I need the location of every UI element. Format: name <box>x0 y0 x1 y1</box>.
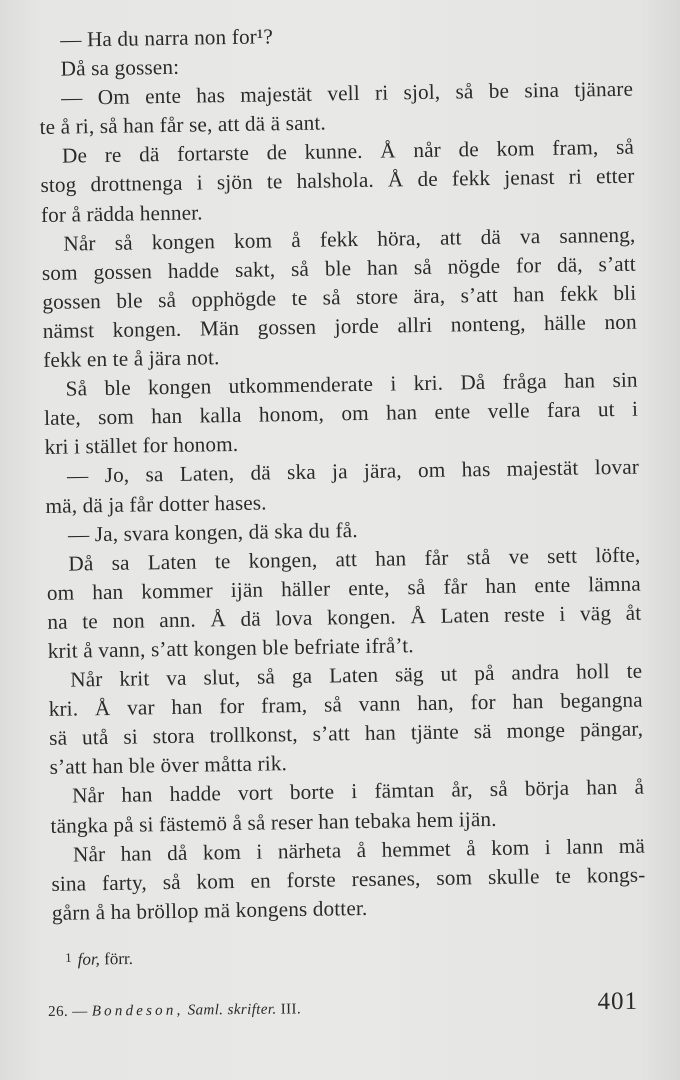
body-text <box>38 17 646 928</box>
page-number: 401 <box>597 987 639 1016</box>
text-line: Då sa Laten te kongen, att han får stå ve sett löfte, <box>68 542 641 576</box>
text-line: Når krit va slut, så ga Laten säg ut på andra holl te <box>70 658 643 692</box>
text-line: Når han hadde vort borte i fämtan år, så börja han å <box>71 775 645 808</box>
text-line: — Jo, sa Laten, dä ska ja jära, om has majestät lovar <box>66 455 640 489</box>
text-line: — Ja, svara kongen, dä ska du få. <box>67 517 358 547</box>
text-line: Så ble kongen utkommenderate i kri. Då fråga han sin <box>65 367 638 401</box>
text-line: De re dä fortarste de kunne. Å når de kom fram, så <box>61 135 635 169</box>
text-line: Då sa gossen: <box>60 54 180 81</box>
signature-number: 26. — <box>48 1003 88 1020</box>
text-line: — Ha du narra non for¹? <box>60 24 274 52</box>
text-line: gossen ble så opphögde te så store ära, s’att han fekk bli <box>42 280 637 314</box>
text-line: s’att han ble över måtta rik. <box>49 751 288 780</box>
text-line: kri. Å var han for fram, så vann han, for han begangna <box>48 687 643 722</box>
footnote-gloss: förr. <box>103 948 134 969</box>
text-line: gårn å ha bröllop mä kongens dotter. <box>51 895 368 925</box>
text-line: na te non ann. Å dä lova kongen. Å Laten reste i väg åt <box>47 600 642 634</box>
page-footer <box>48 987 639 1020</box>
printer-signature <box>48 1001 301 1021</box>
text-line: for å rädda henner. <box>40 200 203 227</box>
text-line: stog drottnenga i sjön te halshola. Å de fekk jenast ri etter <box>40 164 635 198</box>
text-line: fekk en te å jära not. <box>43 345 220 372</box>
text-line: nämst kongen. Män gossen jorde allri nonteng, hälle non <box>42 309 637 343</box>
text-line: krit å vann, s’att kongen ble befriate ifrå’t. <box>47 633 414 663</box>
text-line: te å ri, så han får se, att dä ä sant. <box>39 110 327 140</box>
text-line: som gossen hadde sakt, så ble han så nögde for dä, s’att <box>41 251 636 285</box>
text-line: sä utå si stora trollkonst, s’att han tjänte sä monge pängar, <box>48 716 644 751</box>
text-line: om han kommer ijän häller ente, så får han ente lämna <box>46 571 642 605</box>
footnote <box>65 949 133 970</box>
text-line: Når han då kom i närheta å hemmet å kom i lann mä <box>72 833 646 867</box>
text-line: kri i stället for honom. <box>44 432 239 460</box>
text-line: — Om ente has majestät vell ri sjol, så be sina tjänare <box>60 76 634 110</box>
text-line: tängka på si fästemö å så reser han tebaka hem ijän. <box>50 806 497 838</box>
footnote-number: 1 <box>65 949 72 965</box>
text-line: sina farty, så kom en forste resanes, som skulle te kongs- <box>51 862 646 896</box>
text-line: late, som han kalla honom, om han ente velle fara ut i <box>43 396 639 431</box>
series-title: Saml. skrifter. <box>187 1001 277 1019</box>
volume-number: III. <box>280 1001 302 1018</box>
text-line: Når så kongen kom å fekk höra, att dä va sanneng, <box>63 222 636 256</box>
text-line: mä, dä ja får dotter hases. <box>45 489 267 518</box>
author-name: Bondeson, <box>91 1002 184 1020</box>
footnote-term: for, <box>77 949 101 969</box>
